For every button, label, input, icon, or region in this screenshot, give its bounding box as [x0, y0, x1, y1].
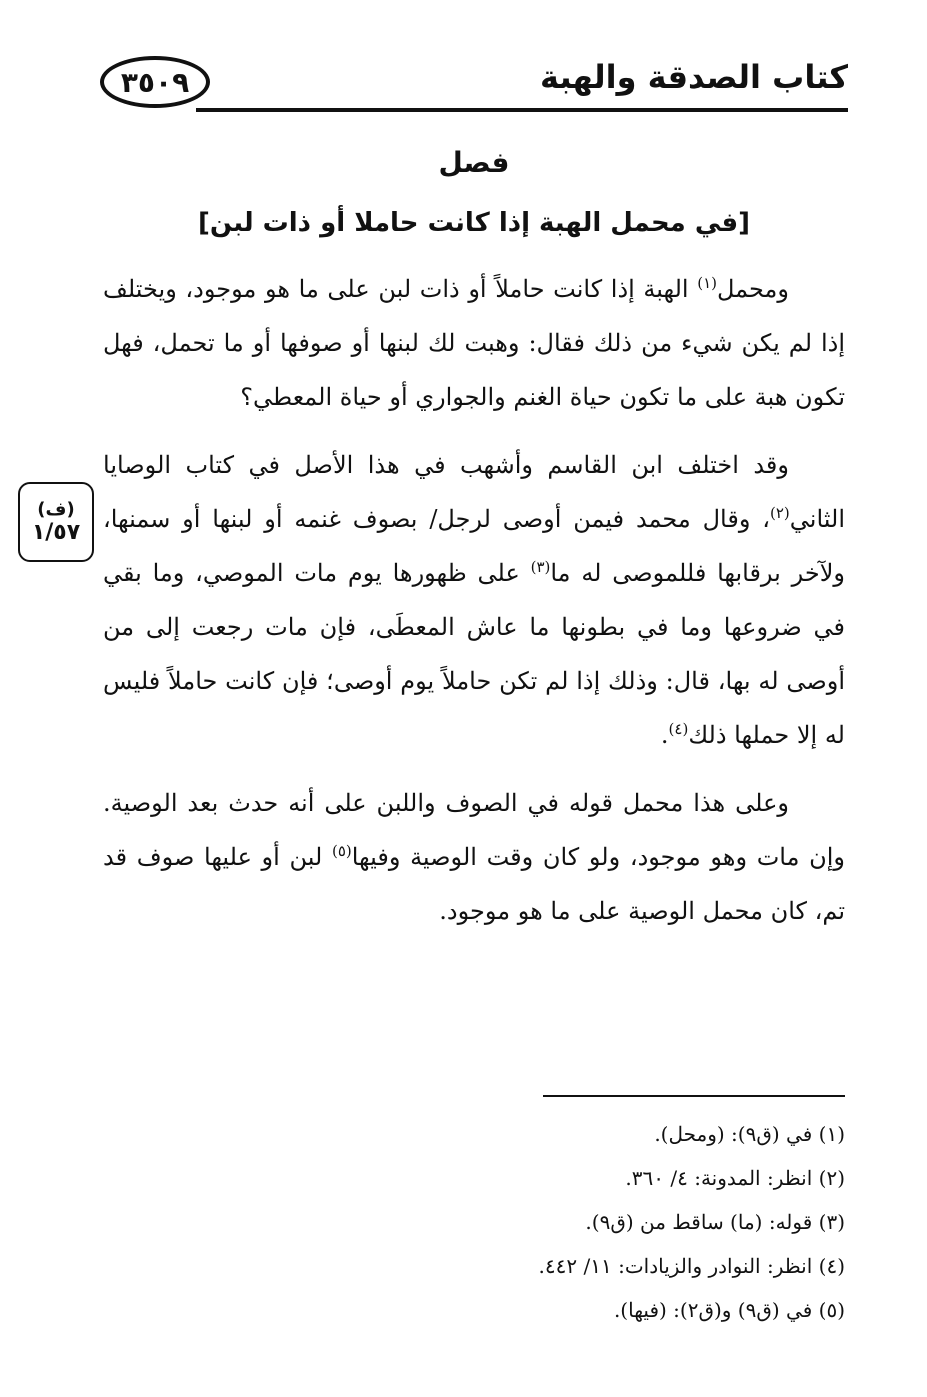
footnote-rule [543, 1095, 845, 1097]
footnote-marker: (٤) [668, 720, 689, 738]
paragraph-3 [103, 776, 845, 938]
header-rule [196, 108, 848, 112]
page-number: ٣٥٠٩ [100, 56, 210, 108]
paragraph-text: . [660, 721, 669, 749]
footnotes [103, 1112, 845, 1332]
margin-note-line1: (ف) [37, 499, 75, 520]
body-text [103, 262, 845, 952]
paragraph-text: على ظهورها يوم مات الموصي، وما بقي في ضروعها وما في بطونها ما عاش المعطَى، فإن مات رجعت إلى من أوصى له بها، قال: وذلك إذا لم تكن حاملاً يوم أوصى؛ فإن كانت حاملاً فليس له إلا حملها ذلك [103, 559, 845, 749]
footnote-5: (٥) في (ق٩) و(ق٢): (فيها). [613, 1298, 845, 1322]
section-subheading: [في محمل الهبة إذا كانت حاملا أو ذات لبن] [197, 208, 751, 238]
paragraph-2 [103, 438, 845, 762]
section-heading: فصل [438, 146, 510, 179]
paragraph-text: لبن أو عليها صوف قد تم، كان محمل الوصية على ما هو موجود. [103, 843, 845, 925]
footnote-marker: (٥) [331, 842, 352, 860]
footnote-1: (١) في (ق٩): (ومحل). [654, 1122, 845, 1146]
footnote-3: (٣) قوله: (ما) ساقط من (ق٩). [585, 1210, 845, 1234]
footnote-2: (٢) انظر: المدونة: ٤/ ٣٦٠. [625, 1166, 845, 1190]
paragraph-text: وعلى هذا محمل قوله في الصوف واللبن على أنه حدث بعد الوصية. وإن مات وهو موجود، ولو كان وقت الوصية وفيها [103, 789, 845, 871]
page-header [100, 48, 848, 118]
footnote-marker: (١) [697, 274, 717, 292]
paragraph-text: الهبة إذا كانت حاملاً أو ذات لبن على ما هو موجود، ويختلف إذا لم يكن شيء من ذلك فقال: وهبت لك لبنها أو صوفها أو ما تحمل، فهل تكون هبة على ما تكون حياة الغنم والجواري أو حياة المعطي؟ [103, 275, 845, 411]
margin-folio-note [18, 482, 94, 562]
footnote-marker: (٣) [530, 558, 551, 576]
paragraph-text: وقد اختلف ابن القاسم وأشهب في هذا الأصل في كتاب الوصايا الثاني [103, 451, 845, 533]
running-title: كتاب الصدقة والهبة [540, 58, 848, 96]
margin-note-line2: ١/٥٧ [31, 520, 81, 545]
footnote-marker: (٢) [770, 504, 790, 522]
paragraph-1 [103, 262, 845, 424]
paragraph-text: ومحمل [717, 275, 789, 303]
paragraph-text: ، وقال محمد فيمن أوصى لرجل/ بصوف غنمه أو لبنها أو سمنها، ولآخر برقابها فللموصى له ما [103, 505, 845, 587]
footnote-4: (٤) انظر: النوادر والزيادات: ١١/ ٤٤٢. [538, 1254, 845, 1278]
